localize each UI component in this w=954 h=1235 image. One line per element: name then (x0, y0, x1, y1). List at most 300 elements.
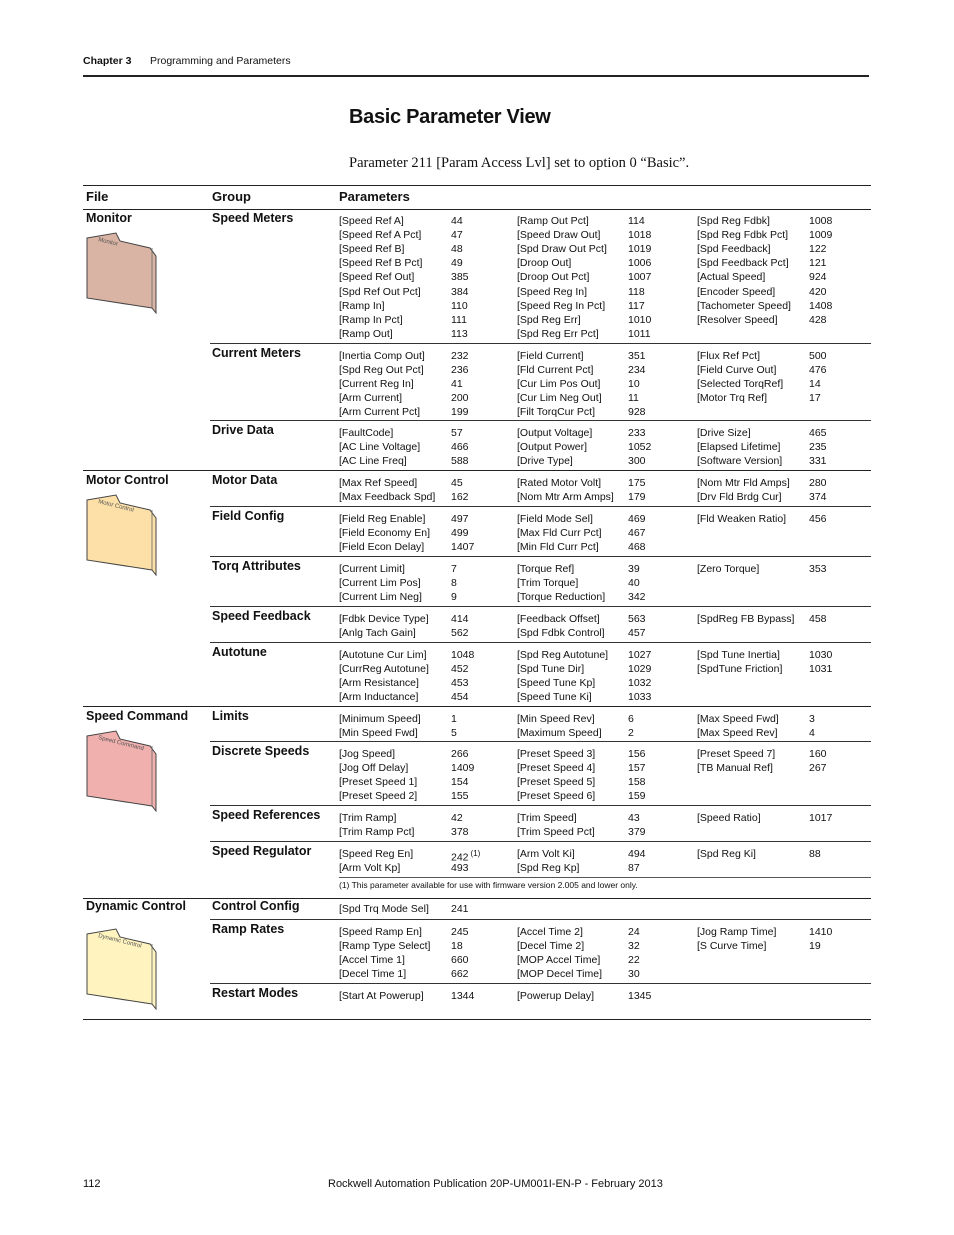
parameter-number (451, 747, 469, 761)
folder-graphic (86, 232, 160, 314)
parameter-name: [Inertia Comp Out] (339, 350, 425, 362)
parameter-number (451, 902, 469, 916)
parameter-number (809, 925, 832, 939)
parameter-number-value: 17 (809, 392, 821, 405)
parameter-number (628, 405, 646, 419)
parameter-number-value: 114 (628, 215, 645, 227)
parameter-number-value: 87 (628, 862, 640, 875)
parameter-number (451, 512, 469, 526)
file-divider (83, 706, 871, 707)
parameter-number-value: 110 (451, 299, 468, 312)
parameter-name: [Drv Fld Brdg Cur] (697, 491, 782, 504)
group-divider (210, 642, 871, 643)
folder-tab-label: Motor Control (97, 499, 135, 514)
folder-tab-label: Dynamic Control (97, 933, 143, 950)
parameter-number-value: 14 (809, 378, 821, 391)
parameter-number-value: 266 (451, 748, 469, 760)
parameter-name: [Feedback Offset] (517, 613, 600, 625)
parameter-number-value: 30 (628, 968, 640, 981)
parameter-number-value: 1030 (809, 649, 833, 661)
parameter-number (809, 562, 827, 576)
parameter-name: [Output Voltage] (517, 427, 593, 439)
parameter-number (628, 761, 646, 775)
parameter-number (628, 939, 640, 953)
parameter-number (628, 989, 651, 1003)
group-label: Speed References (212, 808, 321, 822)
parameter-name: [Encoder Speed] (697, 285, 776, 298)
parameter-number-value: 384 (451, 285, 469, 298)
parameter-number (451, 454, 469, 468)
parameter-name: [Max Feedback Spd] (339, 491, 436, 504)
folder-tab-label: Monitor (97, 237, 119, 248)
parameter-number-value: 1409 (451, 762, 475, 775)
parameter-number-value: 562 (451, 627, 469, 640)
parameter-number (451, 391, 469, 405)
parameter-number (628, 662, 651, 676)
parameter-name: [Tachometer Speed] (697, 299, 791, 312)
parameter-number (628, 811, 640, 825)
parameter-number (451, 726, 457, 740)
parameter-number (628, 426, 646, 440)
parameter-name: [Trim Speed] (517, 812, 577, 824)
parameter-number-value: 1410 (809, 926, 833, 938)
parameter-name: [Spd Reg Out Pct] (339, 364, 424, 377)
parameter-number-value: 300 (628, 455, 646, 468)
parameter-name: [Spd Reg Fdbk Pct] (697, 229, 789, 242)
parameter-number (628, 626, 646, 640)
parameter-number-value: 235 (809, 441, 827, 454)
parameter-number (628, 490, 646, 504)
parameter-number-value: 162 (451, 491, 469, 504)
parameter-name: [Ramp Out Pct] (517, 215, 589, 227)
parameter-name: [Cur Lim Neg Out] (517, 392, 602, 405)
col-header-file: File (86, 189, 109, 204)
parameter-name: [Decel Time 1] (339, 968, 407, 981)
parameter-number (451, 299, 468, 313)
folder-body (87, 233, 156, 313)
parameter-name: [Min Speed Fwd] (339, 727, 418, 740)
parameter-name: [Speed Ref A] (339, 215, 404, 227)
parameter-number (628, 327, 651, 341)
parameter-number (628, 454, 646, 468)
parameter-name: [Autotune Cur Lim] (339, 649, 427, 661)
parameter-number (628, 228, 651, 242)
parameter-name: [Ramp In Pct] (339, 313, 403, 326)
parameter-number (809, 440, 827, 454)
parameter-number (451, 590, 457, 604)
col-header-group: Group (212, 189, 251, 204)
intro-text: Parameter 211 [Param Access Lvl] set to option 0 “Basic”. (349, 155, 690, 171)
parameter-number-value: 1345 (628, 990, 652, 1002)
parameter-name: [Speed Ref B Pct] (339, 257, 423, 270)
parameter-number-value: 456 (809, 513, 827, 525)
parameter-name: [Min Speed Rev] (517, 713, 595, 725)
parameter-name: [Spd Reg Err Pct] (517, 327, 599, 340)
parameter-number (451, 775, 469, 789)
parameter-number-value: 267 (809, 762, 827, 775)
parameter-number-value: 24 (628, 926, 640, 938)
parameter-number-value: 159 (628, 790, 646, 803)
parameter-number-value: 32 (628, 940, 640, 953)
parameter-number (628, 256, 651, 270)
parameter-name: [Trim Speed Pct] (517, 826, 595, 839)
parameter-number (451, 626, 469, 640)
parameter-number-value: 467 (628, 527, 646, 540)
parameter-number (809, 214, 832, 228)
parameter-name: [Arm Current] (339, 392, 403, 405)
parameter-number (628, 726, 634, 740)
parameter-number (809, 847, 821, 861)
folder-tab-label: Speed Command (97, 735, 145, 753)
parameter-name: [CurrReg Autotune] (339, 663, 429, 676)
parameter-name: [FaultCode] (339, 427, 394, 439)
parameter-number-value: 3 (809, 713, 815, 725)
parameter-name: [Actual Speed] (697, 271, 766, 284)
parameter-name: [Nom Mtr Fld Amps] (697, 477, 790, 489)
parameter-number-value: 452 (451, 663, 469, 676)
parameter-number (628, 512, 646, 526)
parameter-number (628, 967, 640, 981)
parameter-number (451, 490, 469, 504)
parameter-number-value: 234 (628, 364, 646, 377)
parameter-number (809, 648, 832, 662)
parameter-number-value: 10 (628, 378, 640, 391)
parameter-name: [SpdReg FB Bypass] (697, 613, 795, 625)
parameter-number-value: 465 (809, 427, 827, 439)
parameter-number-value: 1006 (628, 257, 652, 270)
parameter-number-value: 57 (451, 427, 463, 439)
group-label: Restart Modes (212, 986, 299, 1000)
parameter-number-value: 494 (628, 848, 646, 860)
parameter-name: [Spd Tune Inertia] (697, 649, 780, 661)
group-label: Limits (212, 709, 249, 723)
parameter-number-value: 1031 (809, 663, 833, 676)
parameter-number-value: 499 (451, 527, 469, 540)
parameter-number-value: 158 (628, 776, 646, 789)
parameter-number (451, 939, 463, 953)
parameter-name: [Spd Tune Dir] (517, 663, 585, 676)
parameter-number (809, 747, 827, 761)
parameter-number-value: 11 (628, 392, 639, 405)
parameter-number (451, 313, 467, 327)
parameter-number (628, 540, 646, 554)
parameter-number-value: 1008 (809, 215, 833, 227)
parameter-number (451, 440, 469, 454)
folder-graphic (86, 494, 160, 576)
parameter-number-value: 924 (809, 271, 827, 284)
parameter-number (451, 612, 469, 626)
parameter-number (451, 789, 469, 803)
file-label: Motor Control (86, 473, 169, 487)
parameter-number (628, 825, 646, 839)
parameter-number-value: 1033 (628, 691, 652, 704)
parameter-name: [Max Speed Fwd] (697, 713, 779, 725)
parameter-name: [Spd Reg Ki] (697, 848, 756, 860)
parameter-number (809, 363, 827, 377)
parameter-number (451, 861, 469, 875)
parameter-name: [Drive Type] (517, 455, 573, 468)
parameter-number (451, 662, 469, 676)
parameter-number-value: 1032 (628, 677, 652, 690)
parameter-name: [Zero Torque] (697, 563, 760, 575)
parameter-number-value: 160 (809, 748, 827, 760)
parameter-number-value: 175 (628, 477, 646, 489)
parameter-name: [Max Ref Speed] (339, 477, 418, 489)
parameter-number-value: 40 (628, 577, 640, 590)
parameter-number (628, 285, 645, 299)
parameter-number-value: 428 (809, 313, 827, 326)
parameter-number (451, 363, 469, 377)
parameter-number-value: 233 (628, 427, 646, 439)
parameter-number (451, 228, 463, 242)
parameter-name: [Current Lim Pos] (339, 577, 421, 590)
parameter-name: [Field Curve Out] (697, 364, 777, 377)
parameter-number (809, 454, 827, 468)
parameter-name: [Speed Draw Out] (517, 229, 601, 242)
parameter-number-value: 111 (451, 313, 467, 326)
parameter-number-value: 1019 (628, 243, 652, 256)
parameter-number-value: 22 (628, 954, 640, 967)
parameter-number-value: 117 (628, 299, 645, 312)
folder-graphic (86, 730, 160, 812)
parameter-name: [Rated Motor Volt] (517, 477, 602, 489)
parameter-number (451, 526, 469, 540)
parameter-name: [Nom Mtr Arm Amps] (517, 491, 614, 504)
parameter-name: [Spd Trq Mode Sel] (339, 903, 429, 915)
parameter-name: [Spd Reg Fdbk] (697, 215, 770, 227)
parameter-number (451, 676, 469, 690)
parameter-number-value: 660 (451, 954, 469, 967)
parameter-name: [Field Econ Delay] (339, 541, 425, 554)
parameter-name: [Preset Speed 1] (339, 776, 418, 789)
parameter-number (628, 363, 646, 377)
parameter-number-value: 280 (809, 477, 827, 489)
group-divider (210, 919, 871, 920)
parameter-number (451, 256, 463, 270)
parameter-name: [Trim Ramp Pct] (339, 826, 415, 839)
parameter-number (809, 313, 827, 327)
parameter-number-value: 236 (451, 364, 469, 377)
parameter-number (451, 761, 474, 775)
file-divider (83, 898, 871, 899)
parameter-number (628, 953, 640, 967)
folder-icon (86, 928, 160, 1010)
parameter-number-value: 476 (809, 364, 827, 377)
parameter-name: [Speed Reg In] (517, 285, 588, 298)
parameter-name: [Speed Reg In Pct] (517, 299, 606, 312)
parameter-number (451, 989, 474, 1003)
parameter-number (628, 476, 646, 490)
parameter-number (809, 662, 832, 676)
file-label: Dynamic Control (86, 899, 187, 913)
parameter-number (451, 405, 469, 419)
parameter-number (809, 349, 827, 363)
parameter-name: [Speed Ref Out] (339, 271, 415, 284)
folder-icon (86, 730, 160, 812)
parameter-number-value: 1407 (451, 541, 475, 554)
parameter-name: [Decel Time 2] (517, 940, 585, 953)
parameter-number-value: 179 (628, 491, 646, 504)
parameter-name: [Torque Reduction] (517, 591, 606, 604)
parameter-number-value: 232 (451, 350, 469, 362)
parameter-name: [AC Line Freq] (339, 455, 407, 468)
group-label: Discrete Speeds (212, 744, 310, 758)
parameter-name: [Speed Ref A Pct] (339, 229, 422, 242)
parameter-name: [Elapsed Lifetime] (697, 441, 781, 454)
parameter-number (628, 690, 651, 704)
parameter-number (451, 648, 474, 662)
parameter-name: [Spd Feedback Pct] (697, 257, 789, 270)
parameter-number (809, 811, 832, 825)
parameter-number-value: 420 (809, 285, 827, 298)
parameter-number-value: 374 (809, 491, 827, 504)
group-label: Autotune (212, 645, 267, 659)
parameter-number-value: 113 (451, 327, 468, 340)
group-label: Torq Attributes (212, 559, 301, 573)
parameter-number (451, 562, 457, 576)
parameter-name: [Current Lim Neg] (339, 591, 422, 604)
parameter-number-value: 18 (451, 940, 463, 953)
parameter-name: [Speed Ref B] (339, 243, 405, 256)
section-title: Basic Parameter View (349, 106, 551, 128)
parameter-number (628, 861, 640, 875)
parameter-number-value: 588 (451, 455, 469, 468)
group-divider (210, 741, 871, 742)
parameter-number-value: 928 (628, 406, 646, 419)
parameter-name: [Speed Reg En] (339, 848, 414, 860)
file-divider (83, 1019, 871, 1020)
parameter-name: [Arm Current Pct] (339, 406, 421, 419)
parameter-name: [Ramp Out] (339, 327, 393, 340)
parameter-name: [Drive Size] (697, 427, 751, 439)
parameter-name: [Field Current] (517, 350, 584, 362)
parameter-number-value: 342 (628, 591, 646, 604)
parameter-number (451, 285, 469, 299)
parameter-name: [Current Limit] (339, 563, 405, 575)
parameter-number (628, 313, 651, 327)
parameter-number-value: 453 (451, 677, 469, 690)
parameter-number-value: 458 (809, 613, 827, 625)
parameter-number-value: 39 (628, 563, 640, 575)
parameter-number-value: 331 (809, 455, 827, 468)
parameter-name: [Min Fld Curr Pct] (517, 541, 599, 554)
parameter-name: [Trim Torque] (517, 577, 579, 590)
parameter-number (628, 270, 651, 284)
publication-info: Rockwell Automation Publication 20P-UM001I-EN-P - February 2013 (328, 1178, 663, 1190)
parameter-number-value: 2 (628, 727, 634, 740)
parameter-name: [Preset Speed 6] (517, 790, 596, 803)
parameter-name: [Selected TorqRef] (697, 378, 784, 391)
parameter-name: [Powerup Delay] (517, 990, 595, 1002)
parameter-name: [Preset Speed 3] (517, 748, 596, 760)
parameter-number-value: 121 (809, 257, 827, 270)
parameter-number (451, 712, 457, 726)
parameter-number-value: 155 (451, 790, 469, 803)
parameter-number (451, 967, 469, 981)
parameter-number-value: 44 (451, 215, 463, 227)
footnote-divider (339, 877, 871, 878)
parameter-name: [Fdbk Device Type] (339, 613, 429, 625)
group-divider (210, 506, 871, 507)
col-header-parameters: Parameters (339, 189, 410, 204)
parameter-number (628, 590, 646, 604)
parameter-number-value: 47 (451, 229, 463, 242)
parameter-name: [AC Line Voltage] (339, 441, 421, 454)
parameter-number-value: 199 (451, 406, 469, 419)
parameter-number (451, 811, 463, 825)
chapter-title: Programming and Parameters (150, 55, 291, 67)
parameter-number-value: 1010 (628, 313, 652, 326)
parameter-number-value: 414 (451, 613, 469, 625)
parameter-number-value: 48 (451, 243, 463, 256)
parameter-name: [Field Reg Enable] (339, 513, 426, 525)
parameter-number (628, 242, 651, 256)
parameter-number-value: 351 (628, 350, 646, 362)
parameter-number-value: 468 (628, 541, 646, 554)
parameter-number-value: 454 (451, 691, 469, 704)
parameter-number (628, 775, 646, 789)
parameter-number (628, 847, 646, 861)
parameter-name: [Speed Tune Kp] (517, 677, 596, 690)
parameter-number-value: 385 (451, 271, 469, 284)
parameter-number (451, 540, 474, 554)
parameter-number (809, 490, 827, 504)
parameter-name: [Droop Out] (517, 257, 572, 270)
parameter-name: [Spd Ref Out Pct] (339, 285, 421, 298)
parameter-number (809, 391, 821, 405)
parameter-number (628, 789, 646, 803)
parameter-number (451, 214, 463, 228)
parameter-name: [Spd Fdbk Control] (517, 627, 605, 640)
parameter-name: [Output Power] (517, 441, 588, 454)
parameter-number (809, 761, 827, 775)
parameter-number-value: 1009 (809, 229, 833, 242)
parameter-number (451, 270, 469, 284)
parameter-number-value: 6 (628, 713, 634, 725)
parameter-number (809, 426, 827, 440)
footnote: (1) This parameter available for use with firmware version 2.005 and lower only. (339, 880, 638, 890)
parameter-number-value: 1 (451, 713, 457, 725)
group-label: Drive Data (212, 423, 274, 437)
parameter-number-value: 1007 (628, 271, 652, 284)
parameter-number-value: 469 (628, 513, 646, 525)
parameter-number-value: 379 (628, 826, 646, 839)
parameter-name: [Accel Time 2] (517, 926, 583, 938)
parameter-name: [Fld Current Pct] (517, 364, 594, 377)
parameter-number-value: 122 (809, 243, 827, 256)
parameter-number-value: 49 (451, 257, 463, 270)
parameter-name: [Anlg Tach Gain] (339, 627, 416, 640)
parameter-name: [Preset Speed 2] (339, 790, 418, 803)
parameter-number-value: 1018 (628, 229, 652, 242)
parameter-name: [Fld Weaken Ratio] (697, 513, 787, 525)
parameter-name: [Torque Ref] (517, 563, 575, 575)
parameter-name: [Start At Powerup] (339, 990, 424, 1002)
group-divider (210, 983, 871, 984)
parameter-number-value: 42 (451, 812, 463, 824)
parameter-number-value: 4 (809, 727, 815, 740)
parameter-number (628, 526, 646, 540)
group-divider (210, 556, 871, 557)
parameter-number-value: 19 (809, 940, 821, 953)
parameter-name: [Jog Ramp Time] (697, 926, 777, 938)
folder-icon (86, 494, 160, 576)
parameter-number (809, 228, 832, 242)
parameter-number-value: 118 (628, 285, 645, 298)
folder-graphic (86, 928, 160, 1010)
parameter-name: [Preset Speed 4] (517, 762, 596, 775)
folder-icon (86, 232, 160, 314)
